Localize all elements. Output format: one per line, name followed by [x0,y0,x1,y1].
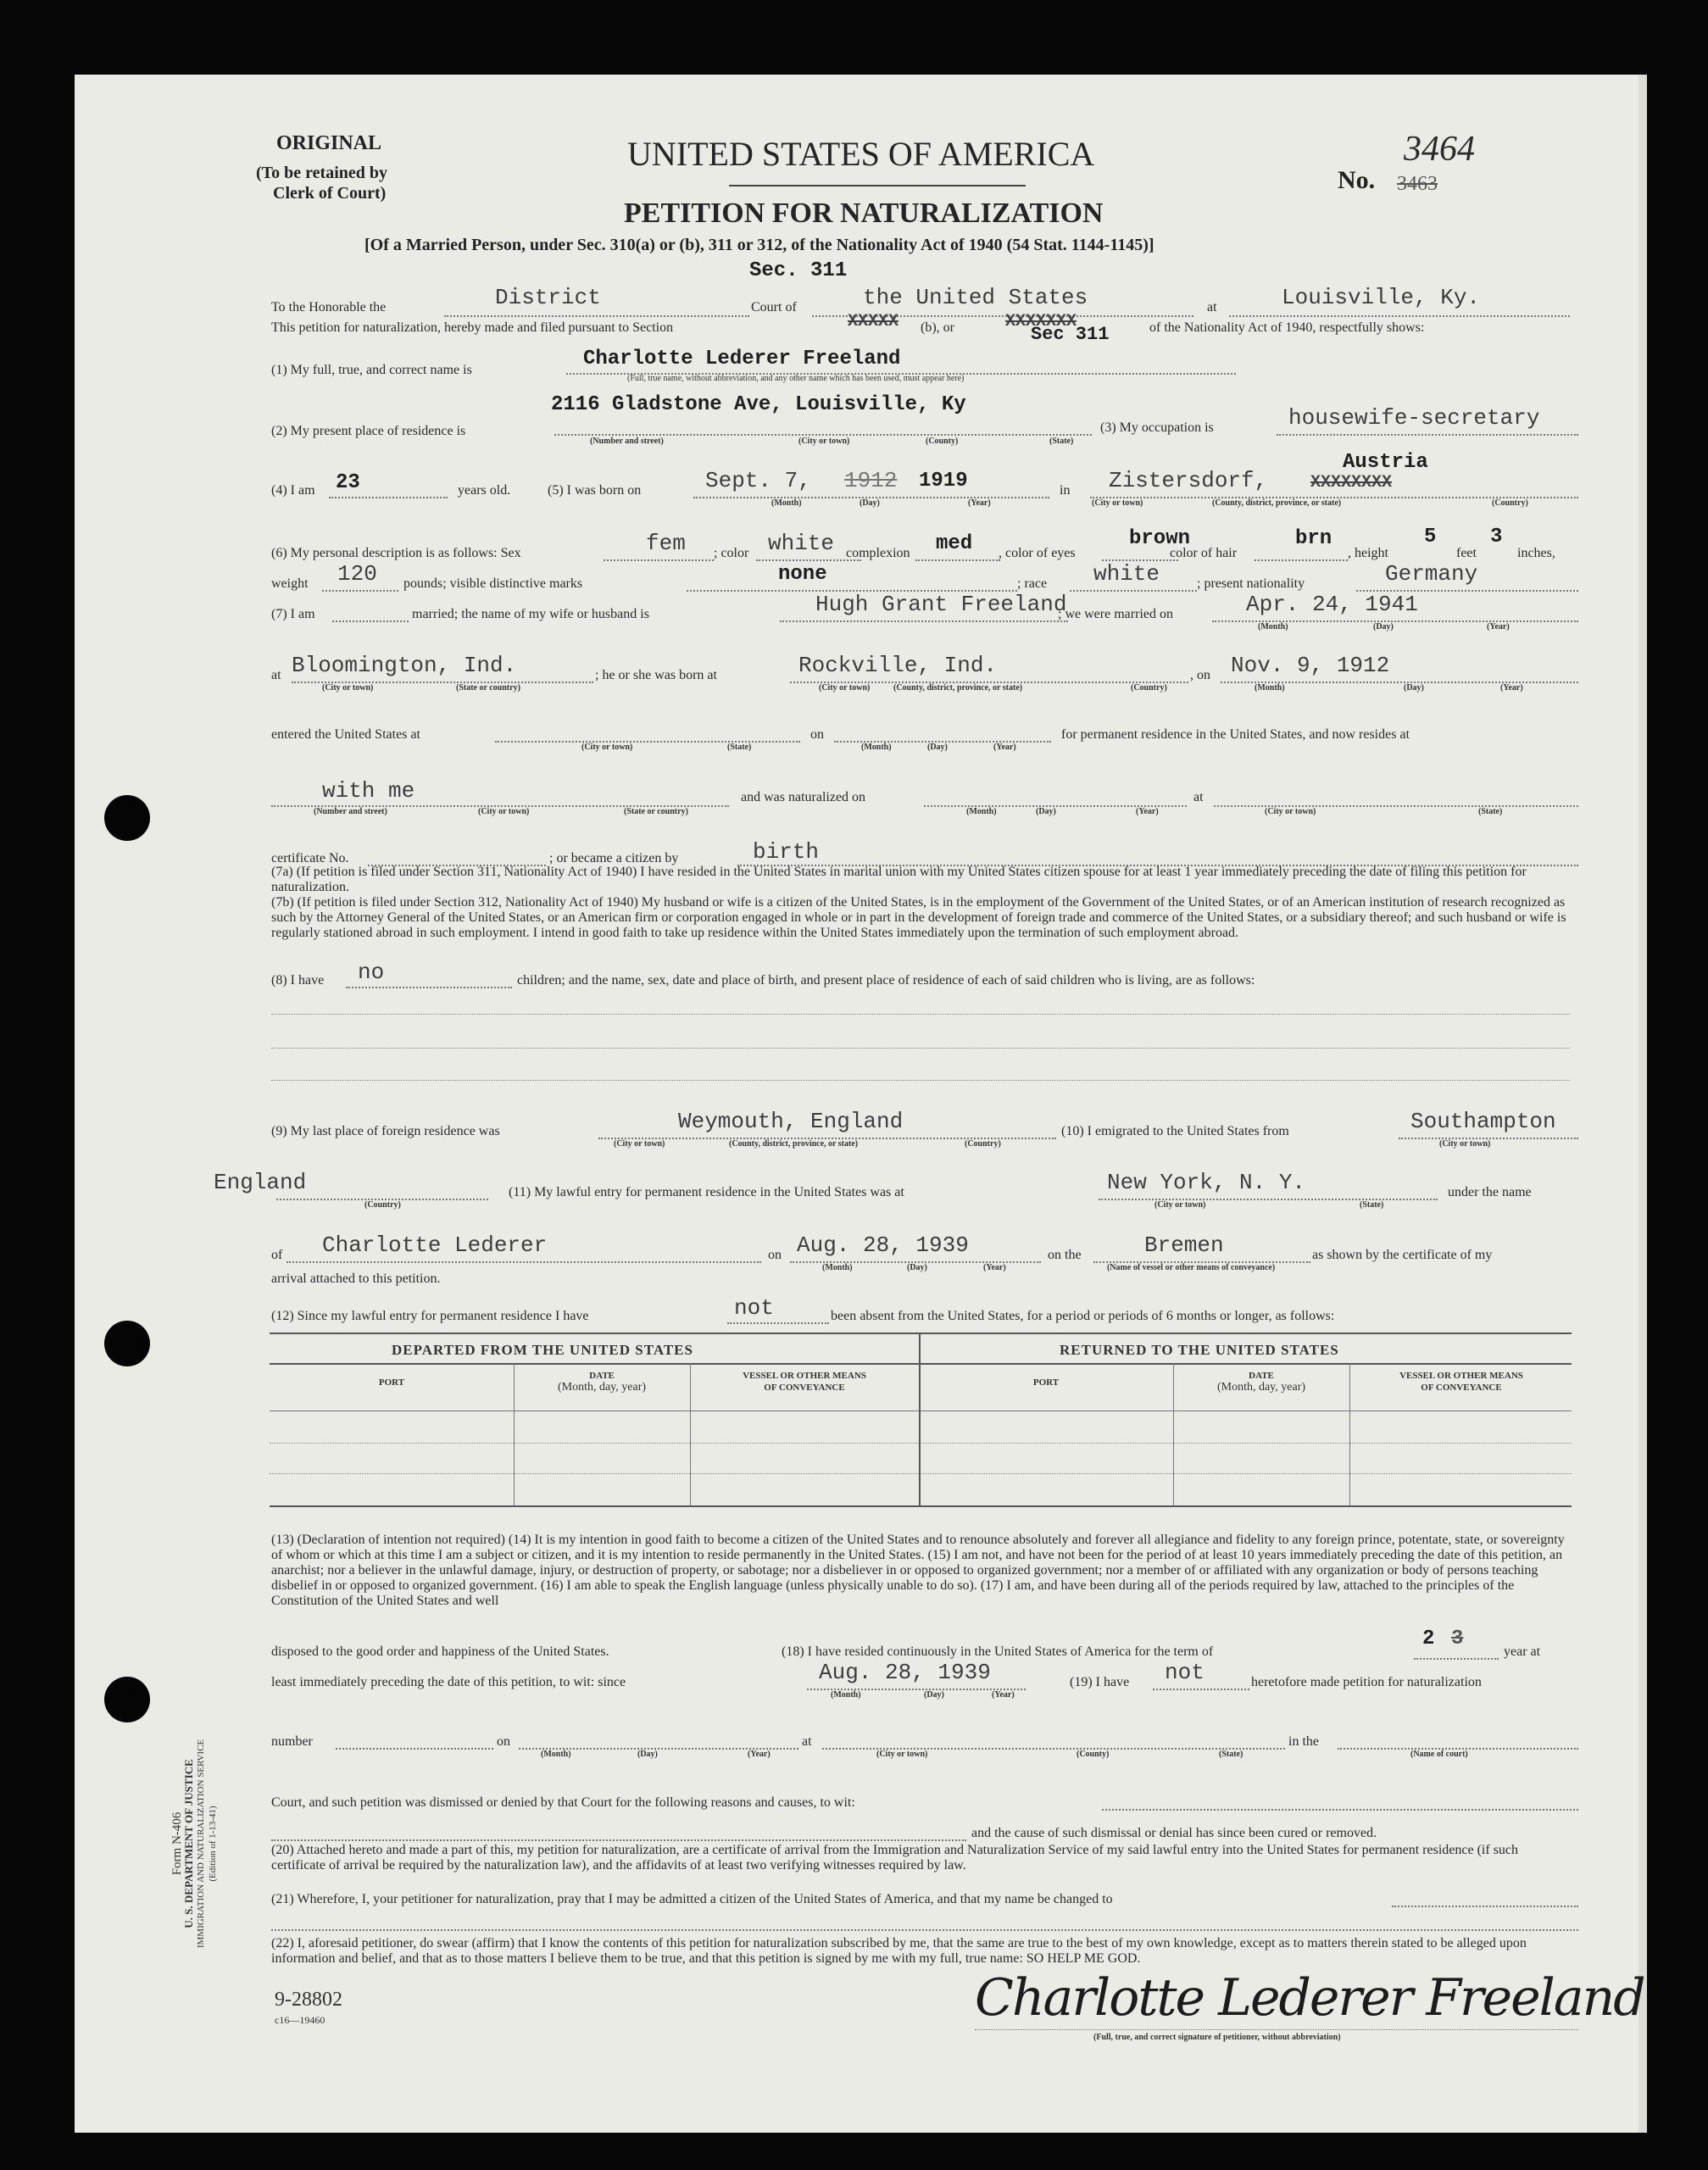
color-value: white [768,531,835,556]
children-line-1 [271,1014,1570,1015]
q18-label: (18) I have resided continuously in the United States of America for the term of [782,1644,1214,1659]
weight-value: 120 [337,561,377,587]
height-feet-value: 5 [1424,526,1437,548]
departed-date-sub: (Month, day, year) [557,1381,647,1394]
cap-year-3: (Year) [1500,683,1523,693]
name-caption: (Full, true name, without abbreviation, and any other name which has been used, must appear here) [627,374,965,383]
cap-name-court: (Name of court) [1410,1750,1468,1759]
title-rule [729,185,1026,186]
cap-year-1: (Year) [968,498,991,508]
retained-label-1: (To be retained by [256,164,388,182]
section-typed-2: Sec 311 [1031,324,1110,345]
form-clause: [Of a Married Person, under Sec. 310(a) or (b), 311 or 312, of the Nationality Act of 1940 (54 Stat. 1144-1145)] [364,236,1154,254]
q2-label: (2) My present place of residence is [271,424,466,438]
entered-on-label: on [810,727,824,742]
hair-label: color of hair [1170,546,1238,560]
cap-country-4: (Country) [364,1200,401,1210]
cap-city-6: (City or town) [478,807,530,816]
pounds-marks-label: pounds; visible distinctive marks [403,576,583,591]
court-location-value: Louisville, Ky. [1282,285,1481,310]
children-line-2 [271,1048,1570,1049]
court-at-label: at [1207,300,1217,314]
cap-city-9: (City or town) [1439,1139,1491,1149]
cap-city-5: (City or town) [581,743,633,752]
form-number: Form N-406 [170,1811,184,1876]
returned-vessel-label-2: OF CONVEYANCE [1421,1383,1502,1393]
retained-label-2: Clerk of Court) [273,184,387,203]
form-number-block [171,1712,219,1975]
sex-value: fem [646,531,686,556]
cap-city-4: (City or town) [819,683,871,693]
paragraph-13-17: (13) (Declaration of intention not required) (14) It is my intention in good faith to become a citizen of the United States and to renounce absolutely and forever all allegiance and fidelity to any foreign prince, potentate, state, or sovereignty of whom or which at this time I am a subject or citizen, and it is my intention to reside permanently in the United States. (15) I am not, and have not been for the period of at least 10 years immediately preceding the date of this petition, an anarchist; nor a believer in the unlawful damage, injury, or destruction of property, or sabotage; nor a disbeliever in or opposed to organized government; nor a member of or affiliated with any organization or body of persons teaching disbelief in or opposed to organized government. (16) I am able to speak the English language (unless physically unable to do so). (17) I am, and have been during all of the periods required by law, attached to the principles of the Constitution of the United States and well [271,1533,1565,1608]
returned-vessel-label-1: VESSEL OR OTHER MEANS [1399,1371,1523,1381]
cap-month-4: (Month) [861,743,892,752]
number-label: No. [1338,166,1376,194]
marriage-place-value: Bloomington, Ind. [292,653,517,678]
birth-country-struck: XXXXXXXX [1310,473,1393,492]
cap-county-2: (County) [1077,1750,1110,1759]
cap-year-2: (Year) [1487,622,1510,632]
departed-vessel-label-2: OF CONVEYANCE [764,1383,845,1393]
departed-vessel-header [692,1370,917,1394]
form-edition: (Edition of 1-13-41) [208,1806,218,1882]
section-typed: Sec. 311 [749,259,848,282]
eyes-value: brown [1129,527,1191,550]
since-value: Aug. 28, 1939 [819,1660,991,1685]
q3-label: (3) My occupation is [1100,420,1214,435]
q1-label: (1) My full, true, and correct name is [271,363,472,377]
citizen-by-label: ; or became a citizen by [549,851,679,865]
entered-label: entered the United States at [271,727,420,742]
hair-value: brn [1295,527,1332,550]
q12-label: (12) Since my lawful entry for permanent residence I have [271,1309,589,1323]
prior-at-label: at [802,1734,812,1749]
cap-city-11: (City or town) [876,1750,928,1759]
absent-value: not [734,1295,774,1321]
petition-form-page [75,75,1638,2133]
birth-year-value: 1919 [919,470,968,492]
marks-value: none [778,563,827,586]
paragraph-20: (20) Attached hereto and made a part of this, my petition for naturalization, are a certificate of arrival from the Immigration and Naturalization Service of my said lawful entry into the United States for permanent residence (if such certificate of arrival be required by the naturalization law), and the affidavits of at least two verifying witnesses required by law. [271,1843,1519,1872]
q10-label: (10) I emigrated to the United States from [1061,1124,1289,1138]
least-label: least immediately preceding the date of this petition, to wit: since [271,1675,626,1689]
eyes-label: , color of eyes [999,546,1076,560]
departed-date-label: DATE [589,1371,615,1381]
departed-date-header [515,1370,688,1394]
emigrated-country-value: England [214,1170,307,1195]
term-value: 2 [1422,1628,1435,1650]
returned-port-header: PORT [1032,1377,1060,1388]
cap-city-2: (City or town) [1092,498,1143,508]
spouse-name-value: Hugh Grant Freeland [815,592,1067,617]
act-label: of the Nationality Act of 1940, respectfully shows: [1149,320,1425,335]
cap-country-1: (Country) [1492,498,1528,508]
returned-date-sub: (Month, day, year) [1216,1381,1306,1394]
entry-date-value: Aug. 28, 1939 [797,1232,969,1258]
marriage-at-label: at [271,668,281,682]
entry-of-label: of [271,1248,283,1262]
departed-port-header: PORT [378,1377,405,1388]
filed-pursuant-label: This petition for naturalization, hereby made and filed pursuant to Section [271,320,674,335]
cap-street-2: (Number and street) [314,807,387,816]
cap-day-8: (Day) [637,1750,658,1759]
paragraph-7b: (7b) (If petition is filed under Section 312, Nationality Act of 1940) My husband or wife is a citizen of the United States, is in the employment of the Government of the United States, or of an American institution of research recognized as such by the Attorney General of the United States, or an American firm or corporation engaged in whole or in part in the development of foreign trade and commerce of the United States, or a subsidiary thereof; and such husband or wife is regularly stationed abroad in such employment. I intend in good faith to take up residence within the United States immediately upon the termination of such employment abroad. [271,895,1566,940]
cap-month-8: (Month) [541,1750,571,1759]
spouse-birthplace-value: Rockville, Ind. [798,653,998,678]
cap-county-district-2: (County, district, province, or state) [893,683,1023,693]
section-struck-1: XXXXX [848,312,899,331]
cap-day-3: (Day) [1404,683,1424,693]
naturalized-at-label: at [1193,790,1204,804]
departed-vessel-label-1: VESSEL OR OTHER MEANS [743,1371,866,1381]
court-dismissed-text: Court, and such petition was dismissed or denied by that Court for the following reasons and causes, to wit: [271,1795,855,1810]
number-handwritten: 3464 [1404,130,1475,169]
cap-day-2: (Day) [1373,622,1394,632]
returned-date-label: DATE [1249,1371,1274,1381]
born-at-label: ; he or she was born at [595,668,717,682]
term-struck: 3 [1451,1628,1464,1650]
naturalized-label: and was naturalized on [741,790,866,804]
in-label: in [1060,483,1071,498]
race-value: white [1093,561,1160,587]
disposed-label: disposed to the good order and happiness of the United States. [271,1644,609,1659]
q8-text: children; and the name, sex, date and place of birth, and present place of residence of each of said children who is living, are as follows: [517,973,1255,988]
entry-port-value: New York, N. Y. [1107,1170,1306,1195]
cap-city-10: (City or town) [1154,1200,1206,1210]
form-department: U. S. DEPARTMENT OF JUSTICE [182,1759,195,1928]
entry-name-value: Charlotte Lederer [322,1232,548,1258]
cap-month-1: (Month) [771,498,802,508]
cap-state-4: (State) [1360,1200,1384,1210]
permanent-label: for permanent residence in the United States, and now resides at [1061,727,1410,742]
court-of-label: Court of [751,300,797,314]
q5-label: (5) I was born on [548,483,642,498]
cap-county: (County) [926,437,959,446]
citizen-by-value: birth [753,839,820,865]
race-label: ; race [1017,576,1048,591]
marriage-date-value: Apr. 24, 1941 [1246,592,1418,617]
cap-month-6: (Month) [822,1263,853,1272]
binder-hole-1 [104,795,150,841]
prior-petition-value: not [1165,1660,1205,1685]
children-line-3 [271,1080,1570,1081]
in-the-label: in the [1288,1734,1319,1749]
on-the-label: on the [1048,1248,1082,1262]
binder-hole-2 [104,1321,150,1366]
court-type-value: District [495,285,601,310]
age-value: 23 [336,471,360,494]
arrival-label: arrival attached to this petition. [271,1271,441,1286]
inches-label: inches, [1517,546,1555,560]
cap-day-5: (Day) [1036,807,1056,816]
cap-state-3: (State) [1478,807,1503,816]
section-struck-2: XXXXXXX [1005,312,1077,331]
to-honorable-label: To the Honorable the [271,300,387,314]
cap-city: (City or town) [798,437,850,446]
cap-month-5: (Month) [966,807,997,816]
form-subtitle: PETITION FOR NATURALIZATION [624,198,1104,229]
cap-county-district-1: (County, district, province, or state) [1212,498,1342,508]
nationality-label: ; present nationality [1197,576,1305,591]
departed-header: DEPARTED FROM THE UNITED STATES [392,1342,693,1358]
complexion-value: med [936,532,973,555]
signature-line [975,2029,1578,2030]
height-inches-value: 3 [1490,526,1503,548]
height-label: , height [1348,546,1388,560]
cap-county-district-3: (County, district, province, or state) [729,1139,859,1149]
entry-on-label: on [768,1248,782,1262]
married-label: married; the name of my wife or husband is [412,607,649,621]
resides-value: with me [322,778,415,804]
cap-day-7: (Day) [924,1690,944,1700]
cap-month-7: (Month) [831,1690,861,1700]
cap-year-6: (Year) [983,1263,1006,1272]
shown-by-label: as shown by the certificate of my [1312,1248,1493,1262]
spouse-birthdate-value: Nov. 9, 1912 [1231,653,1390,678]
birth-place-value: Zistersdorf, [1109,468,1268,493]
birth-date-value: Sept. 7, [705,468,811,493]
year-at-label: year at [1504,1644,1541,1659]
number-label-2: number [271,1734,313,1749]
original-label: ORIGINAL [276,132,382,154]
full-name-value: Charlotte Lederer Freeland [583,348,901,370]
cap-month-3: (Month) [1255,683,1285,693]
years-old-label: years old. [458,483,511,498]
under-name-label: under the name [1448,1185,1532,1199]
occupation-value: housewife-secretary [1288,405,1540,431]
cap-vessel: (Name of vessel or other means of conveyance) [1107,1263,1276,1272]
complexion-label: complexion [846,546,910,560]
court-name-value: the United States [863,285,1088,310]
residence-value: 2116 Gladstone Ave, Louisville, Ky [551,393,966,416]
q7-label: (7) I am [271,607,315,621]
or-b-label: (b), or [921,320,954,335]
certificate-label: certificate No. [271,851,349,865]
nationality-value: Germany [1385,561,1478,587]
q19-text: heretofore made petition for naturalization [1251,1675,1482,1689]
returned-vessel-header [1351,1370,1572,1394]
page-edge [1638,75,1647,2133]
cap-year-8: (Year) [748,1750,771,1759]
q6-label: (6) My personal description is as follows: Sex [271,546,521,560]
cap-day-4: (Day) [927,743,948,752]
cap-city-7: (City or town) [1265,807,1316,816]
birth-year-struck: 1912 [844,468,898,493]
color-label: ; color [714,546,749,560]
weight-label: weight [271,576,309,591]
binder-hole-3 [104,1677,150,1722]
spouse-born-on-label: , on [1190,668,1210,682]
q12-text: been absent from the United States, for a period or periods of 6 months or longer, as follows: [831,1309,1335,1323]
cap-city-3: (City or town) [322,683,374,693]
q19-label: (19) I have [1070,1675,1130,1689]
prior-on-label: on [497,1734,510,1749]
print-code: 9-28802 [275,1989,342,2011]
returned-date-header [1175,1370,1348,1394]
cause-text: and the cause of such dismissal or denial has since been cured or removed. [971,1826,1377,1840]
cap-state-5: (State) [1219,1750,1243,1759]
number-typed: 3463 [1397,173,1438,195]
cap-year-4: (Year) [993,743,1016,752]
cap-country-3: (Country) [965,1139,1001,1149]
q8-label: (8) I have [271,973,325,988]
cap-city-8: (City or town) [614,1139,665,1149]
vessel-value: Bremen [1144,1232,1224,1258]
cap-year-5: (Year) [1136,807,1159,816]
q9-label: (9) My last place of foreign residence was [271,1124,500,1138]
paragraph-7a: (7a) (If petition is filed under Section 311, Nationality Act of 1940) I have resided in the United States in marital union with my United States citizen spouse for at least 1 year immediately preceding the date of filing this petition for naturalization. [271,865,1527,894]
cap-country-2: (Country) [1131,683,1167,693]
birth-country-value: Austria [1343,451,1428,474]
form-title: UNITED STATES OF AMERICA [627,135,1095,173]
foreign-residence-value: Weymouth, England [678,1109,904,1134]
cap-day-1: (Day) [860,498,880,508]
emigrated-from-value: Southampton [1410,1109,1556,1134]
cap-day-6: (Day) [907,1263,927,1272]
q11-label: (11) My lawful entry for permanent residence in the United States was at [509,1185,904,1199]
cap-street: (Number and street) [590,437,664,446]
signature-caption: (Full, true, and correct signature of petitioner, without abbreviation) [1093,2033,1341,2042]
paragraph-21: (21) Wherefore, I, your petitioner for naturalization, pray that I may be admitted a citizen of the United States of America, and that my name be changed to [271,1892,1113,1906]
cap-year-7: (Year) [992,1690,1015,1700]
cap-state-country-1: (State or country) [456,683,520,693]
children-value: no [358,960,385,985]
print-code-small: c16—19460 [275,2014,325,2026]
returned-header: RETURNED TO THE UNITED STATES [1060,1342,1339,1358]
feet-label: feet [1456,546,1477,560]
cap-state-2: (State) [727,743,752,752]
petitioner-signature: Charlotte Lederer Freeland [975,1968,1644,2028]
paragraph-22: (22) I, aforesaid petitioner, do swear (affirm) that I know the contents of this petition for naturalization subscribed by me, that the same are true to the best of my own knowledge, except as to matters therein stated to be alleged upon information and belief, and that as to those matters I believe them to be true, and that this petition is signed by me with my full, true name: SO HELP ME GOD. [271,1936,1527,1966]
cap-month-2: (Month) [1258,622,1288,632]
q4-label: (4) I am [271,483,315,498]
form-service: IMMIGRATION AND NATURALIZATION SERVICE [196,1739,206,1949]
cap-state: (State) [1049,437,1074,446]
were-married-label: ; we were married on [1058,607,1173,621]
cap-state-country-2: (State or country) [624,807,688,816]
